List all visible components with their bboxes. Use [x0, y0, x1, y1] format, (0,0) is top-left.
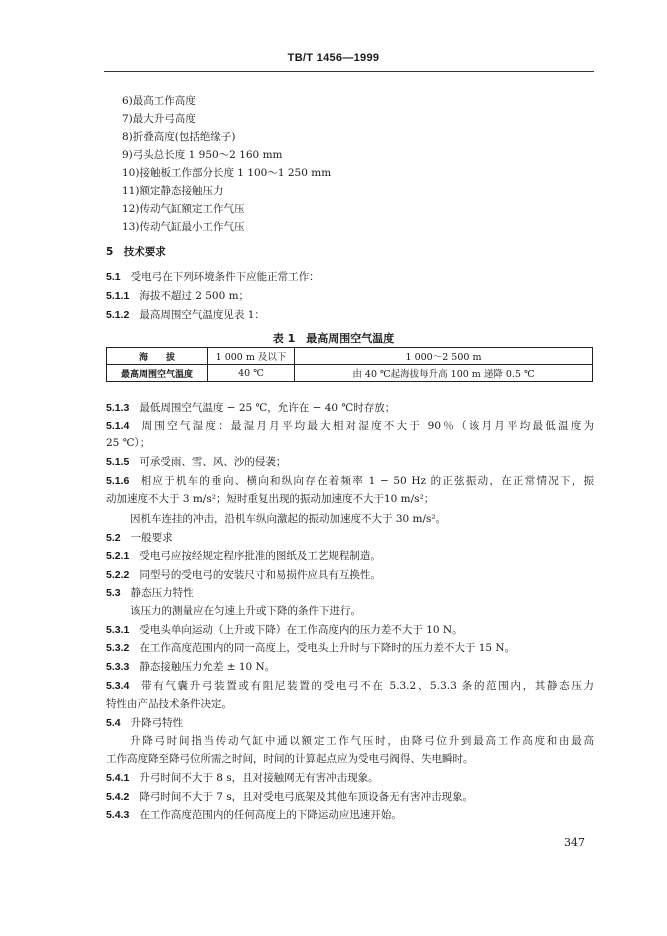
- paragraph: 该压力的测量应在匀速上升或下降的条件下进行。: [130, 605, 361, 617]
- clause-text: 最高周围空气温度见表 1：: [139, 309, 265, 321]
- list-item: 10)接触板工作部分长度 1 100～1 250 mm: [122, 167, 332, 179]
- clause-text-continued: 特性由产品技术条件决定。: [106, 698, 232, 710]
- clause-5-2-2: [106, 568, 381, 582]
- clause-5-1-2: [106, 308, 265, 322]
- clause-number: 5.1: [106, 271, 121, 283]
- clause-text: 升降弓特性: [130, 717, 184, 729]
- clause-5-1-6: [106, 474, 594, 488]
- section-heading: 5 技术要求: [106, 246, 166, 258]
- list-item: 8)折叠高度(包括绝缘子): [122, 131, 236, 143]
- list-item: 11)额定静态接触压力: [122, 185, 224, 197]
- clause-number: 5.2.1: [106, 550, 130, 562]
- table-row: [107, 365, 593, 382]
- clause-text: 降弓时间不大于 7 s，且对受电弓底架及其他车顶设备无有害冲击现象。: [139, 791, 474, 803]
- clause-5-4-2: [106, 790, 473, 804]
- clause-5-2: [106, 531, 173, 545]
- standard-header: TB/T 1456—1999: [287, 52, 380, 64]
- clause-text: 带有气囊升弓装置或有阻尼装置的受电弓不在 5.3.2、5.3.3 条的范围内，其静态压力: [139, 680, 594, 692]
- clause-text: 受电头单向运动（上升或下降）在工作高度内的压力差不大于 10 N。: [139, 624, 463, 636]
- clause-5-3: [106, 586, 194, 600]
- clause-number: 5.2: [106, 532, 121, 544]
- clause-5-1-1: [106, 289, 249, 303]
- temperature-table: [106, 347, 593, 382]
- clause-number: 5.3.2: [106, 642, 130, 654]
- paragraph-continued: 工作高度降至降弓位所需之时间，时间的计算起点应为受电弓阀得、失电瞬时。: [106, 753, 474, 765]
- paragraph: 因机车连挂的冲击，沿机车纵向激起的振动加速度不大于 30 m/s²。: [130, 513, 447, 525]
- clause-text: 相应于机车的垂向、横向和纵向存在着频率 1 − 50 Hz 的正弦振动，在正常情况下，振: [139, 475, 594, 487]
- clause-text: 海拔不超过 2 500 m；: [139, 290, 250, 302]
- table-cell: 海 拔: [107, 348, 208, 365]
- clause-5-4: [106, 716, 183, 730]
- list-item: 6)最高工作高度: [122, 95, 196, 107]
- clause-5-2-1: [106, 549, 381, 563]
- table-cell: 由 40 ℃起海拔每升高 100 m 递降 0.5 ℃: [295, 365, 593, 382]
- clause-text: 一般要求: [130, 532, 173, 544]
- clause-number: 5.1.1: [106, 290, 130, 302]
- clause-number: 5.1.6: [106, 475, 130, 487]
- paragraph: 升降弓时间指当传动气缸中通以额定工作气压时，由降弓位升到最高工作高度和由最高: [130, 735, 594, 747]
- clause-text: 静态接触压力允差 ± 10 N。: [139, 661, 276, 673]
- clause-5-3-3: [106, 660, 275, 674]
- clause-text: 在工作高度范围内的任何高度上的下降运动应迅速开始。: [139, 809, 402, 821]
- clause-text: 受电弓应按经规定程序批准的图纸及工艺规程制造。: [139, 550, 381, 562]
- header-rule: [104, 71, 594, 72]
- clause-5-3-2: [106, 641, 515, 655]
- clause-number: 5.4: [106, 717, 121, 729]
- clause-number: 5.3.3: [106, 661, 130, 673]
- clause-5-4-1: [106, 771, 379, 785]
- clause-number: 5.4.3: [106, 809, 130, 821]
- clause-5-3-4: [106, 679, 594, 693]
- clause-text: 周围空气湿度：最湿月月平均最大相对湿度不大于 90％（该月月平均最低温度为: [139, 420, 594, 432]
- table-caption: 表 1 最高周围空气温度: [272, 332, 395, 345]
- clause-5-1-3: [106, 401, 395, 415]
- clause-5-1: [106, 270, 320, 284]
- clause-number: 5.4.1: [106, 772, 130, 784]
- clause-number: 5.3.1: [106, 624, 130, 636]
- table-row: [107, 348, 593, 365]
- clause-5-1-4: [106, 419, 594, 433]
- clause-number: 5.3.4: [106, 680, 130, 692]
- clause-number: 5.4.2: [106, 791, 130, 803]
- list-item: 12)传动气缸额定工作气压: [122, 203, 245, 215]
- list-item: 9)弓头总长度 1 950～2 160 mm: [122, 149, 283, 161]
- table-cell: 40 ℃: [208, 365, 295, 382]
- clause-text: 升弓时间不大于 8 s，且对接触网无有害冲击现象。: [139, 772, 379, 784]
- clause-number: 5.3: [106, 587, 121, 599]
- clause-number: 5.1.2: [106, 309, 130, 321]
- table-cell: 最高周围空气温度: [107, 365, 208, 382]
- list-item: 7)最大升弓高度: [122, 113, 196, 125]
- clause-number: 5.1.3: [106, 402, 130, 414]
- clause-text-continued: 25 ℃）；: [106, 437, 151, 449]
- clause-text: 静态压力特性: [130, 587, 194, 599]
- page-number: 347: [564, 836, 585, 849]
- clause-text: 同型号的受电弓的安装尺寸和易损件应具有互换性。: [139, 569, 381, 581]
- table-cell: 1 000 m 及以下: [208, 348, 295, 365]
- clause-text: 最低周围空气温度 − 25 ℃，允许在 − 40 ℃时存放；: [139, 402, 396, 414]
- clause-5-1-5: [106, 455, 286, 469]
- clause-text: 在工作高度范围内的同一高度上，受电头上升时与下降时的压力差不大于 15 N。: [139, 642, 516, 654]
- clause-5-4-3: [106, 808, 402, 822]
- clause-number: 5.1.5: [106, 456, 130, 468]
- clause-text: 受电弓在下列环境条件下应能正常工作：: [130, 271, 320, 283]
- clause-number: 5.2.2: [106, 569, 130, 581]
- table-cell: 1 000～2 500 m: [295, 348, 593, 365]
- clause-text-continued: 动加速度不大于 3 m/s²；短时重复出现的振动加速度不大于10 m/s²；: [106, 493, 435, 505]
- list-item: 13)传动气缸最小工作气压: [122, 221, 245, 233]
- clause-number: 5.1.4: [106, 420, 130, 432]
- clause-5-3-1: [106, 623, 463, 637]
- clause-text: 可承受雨、雪、风、沙的侵袭；: [139, 456, 287, 468]
